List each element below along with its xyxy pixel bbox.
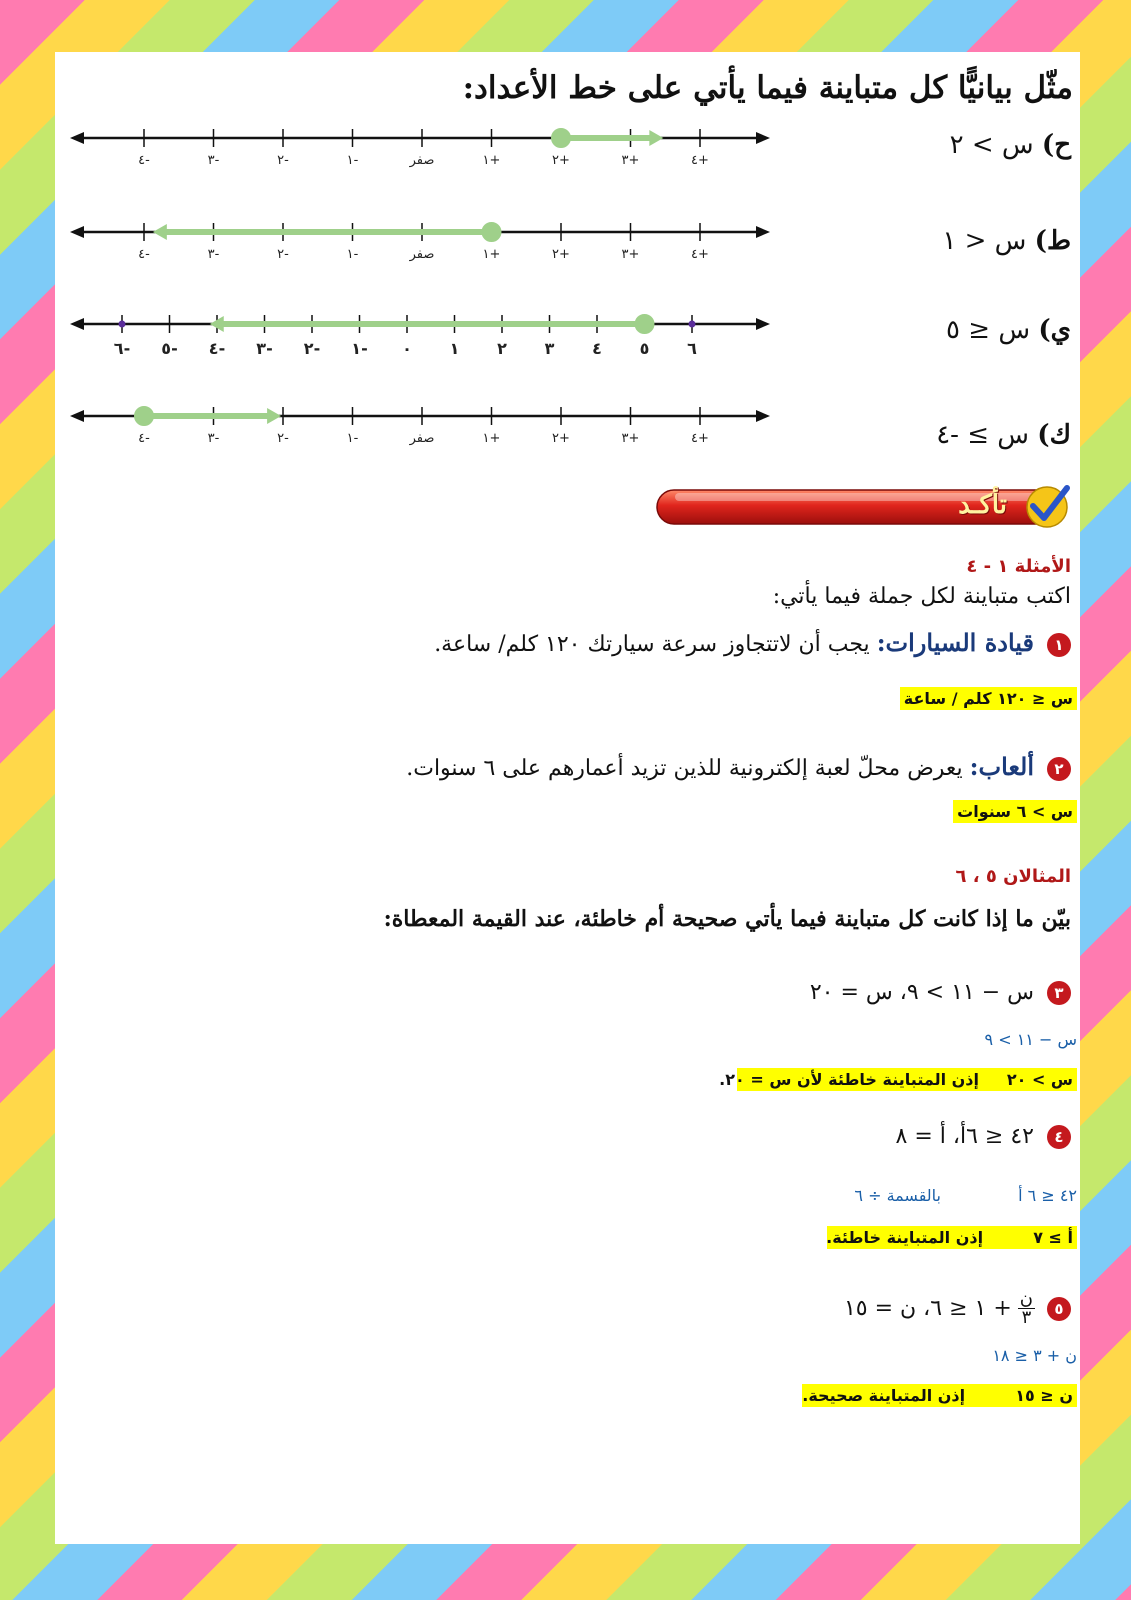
inequality-label-t [942, 226, 1071, 256]
answer-2: س > ٦ سنوات [953, 800, 1077, 823]
tick-label: +٢ [552, 153, 570, 168]
banner-title: تأكـد [958, 490, 1007, 520]
answer-1: س ≤ ١٢٠ كلم / ساعة [900, 687, 1077, 710]
tick-label: صفر [409, 431, 435, 446]
endpoint-dot [135, 407, 153, 425]
tick-label: +٢ [552, 431, 570, 446]
tick-label: ١ [449, 339, 460, 358]
ray-arrow-icon [153, 224, 167, 240]
question-number-badge: ٤ [1047, 1125, 1071, 1149]
tick-label: -٤ [138, 153, 150, 168]
q4-step-2-left: أ ≥ ٧ [1033, 1228, 1073, 1247]
arrow-left-icon [70, 410, 84, 422]
examples-reference-2: المثالان ٥ ، ٦ [955, 866, 1071, 887]
check-banner [655, 484, 1075, 530]
question-text: يعرض محلّ لعبة إلكترونية للذين تزيد أعمارهم على ٦ سنوات. [406, 756, 963, 781]
inequality-label-h [950, 130, 1071, 160]
tick-label: -٥ [161, 339, 178, 358]
label-letter: ي) [1038, 315, 1071, 345]
q4-step-1-left: ٤٢ ≤ ٦ أ [1018, 1186, 1077, 1205]
ray-arrow-icon [649, 130, 663, 146]
question-text: س − ١١ > ٩، س = ٢٠ [809, 980, 1034, 1005]
question-number-badge: ٣ [1047, 981, 1071, 1005]
label-text: س ≥ -٤ [936, 420, 1029, 450]
q3-step-2-right: إذن المتباينة خاطئة لأن س = ٢٠. [719, 1070, 979, 1089]
inequality-label-y [946, 315, 1071, 345]
tick-label: +٤ [691, 153, 709, 168]
question-1 [434, 628, 1071, 657]
q5-step-2 [802, 1384, 1077, 1407]
number-line-y [60, 300, 790, 370]
banner-graphic [655, 484, 1075, 530]
arrow-right-icon [756, 318, 770, 330]
tick-label: -٣ [207, 431, 220, 446]
number-line-h [60, 114, 790, 184]
tick-label: +١ [482, 153, 501, 168]
tick-label: +٣ [621, 431, 640, 446]
tick-label: -٣ [207, 247, 220, 262]
label-text: س ≤ ٥ [946, 315, 1031, 345]
q5-step-1: ن + ٣ ≤ ١٨ [992, 1346, 1077, 1365]
tick-label: -٢ [277, 431, 289, 446]
number-line-k [60, 392, 790, 462]
tick-label: ٦ [687, 339, 697, 358]
number-line-svg [60, 300, 790, 370]
tick-label: ٣ [544, 339, 555, 358]
label-letter: ط) [1034, 226, 1071, 256]
section1-instruction: اكتب متباينة لكل جملة فيما يأتي: [772, 584, 1071, 609]
number-line-svg [60, 208, 790, 278]
question-number-badge: ٥ [1047, 1297, 1071, 1321]
question-number-badge: ١ [1047, 633, 1071, 657]
question-3 [810, 980, 1071, 1005]
arrow-right-icon [756, 132, 770, 144]
number-line-t [60, 208, 790, 278]
number-line-svg [60, 114, 790, 184]
tick-label: -٦ [113, 339, 131, 358]
arrow-left-icon [70, 318, 84, 330]
question-5 [844, 1290, 1071, 1327]
tick-label: صفر [409, 153, 435, 168]
q4-step-2 [827, 1226, 1077, 1249]
q3-step-2-left: س > ٢٠ [1006, 1070, 1073, 1089]
tick-label: +٢ [552, 247, 570, 262]
tick-label: -١ [346, 431, 359, 446]
inequality-label-k [936, 420, 1071, 450]
end-dot [689, 321, 696, 328]
tick-label: -٢ [303, 339, 321, 358]
arrow-right-icon [756, 226, 770, 238]
label-text: س < ١ [942, 226, 1027, 256]
tick-label: -١ [346, 247, 359, 262]
label-text: س > ٢ [949, 130, 1034, 160]
question-2 [406, 752, 1071, 781]
question-topic: ألعاب: [969, 752, 1034, 781]
tick-label: +٤ [691, 431, 709, 446]
ray-arrow-icon [267, 408, 281, 424]
tick-label: +٣ [621, 247, 640, 262]
endpoint-dot [483, 223, 501, 241]
section2-instruction: بيّن ما إذا كانت كل متباينة فيما يأتي صحيحة أم خاطئة، عند القيمة المعطاة: [383, 906, 1071, 932]
tick-label: -١ [351, 339, 368, 358]
q3-step-1: س − ١١ > ٩ [984, 1030, 1077, 1049]
tick-label: -٤ [138, 431, 150, 446]
tick-label: ٤ [592, 339, 602, 358]
tick-label: ٥ [639, 339, 650, 358]
fraction [1018, 1290, 1035, 1327]
tick-label: -٢ [277, 247, 289, 262]
question-number-badge: ٢ [1047, 757, 1071, 781]
examples-reference-1: الأمثلة ١ - ٤ [966, 556, 1071, 577]
label-letter: ك) [1037, 420, 1071, 450]
arrow-right-icon [756, 410, 770, 422]
q4-step-2-right: إذن المتباينة خاطئة. [826, 1228, 984, 1247]
q4-step-1-right: بالقسمة ÷ ٦ [854, 1186, 941, 1205]
tick-label: -٤ [138, 247, 150, 262]
tick-label: +٣ [621, 153, 640, 168]
question-4 [896, 1124, 1071, 1149]
arrow-left-icon [70, 132, 84, 144]
page-title: مثّل بيانيًّا كل متباينة فيما يأتي على خط الأعداد: [462, 70, 1073, 106]
number-line-svg [60, 392, 790, 462]
fraction-denominator: ٣ [1021, 1307, 1032, 1328]
tick-label: +٤ [691, 247, 709, 262]
q5-step-2-right: إذن المتباينة صحيحة. [802, 1386, 966, 1405]
question-text: + ١ ≤ ٦، ن = ١٥ [843, 1296, 1012, 1321]
tick-label: ٢ [497, 339, 507, 358]
endpoint-dot [636, 315, 654, 333]
arrow-left-icon [70, 226, 84, 238]
label-letter: ح) [1041, 130, 1071, 160]
tick-label: -٤ [208, 339, 226, 358]
q5-step-2-left: ن ≤ ١٥ [1015, 1386, 1073, 1405]
question-text: يجب أن لاتتجاوز سرعة سيارتك ١٢٠ كلم/ ساعة. [434, 632, 870, 657]
endpoint-dot [552, 129, 570, 147]
tick-label: ٠ [402, 339, 412, 358]
tick-label: -٣ [256, 339, 273, 358]
tick-label: -١ [346, 153, 359, 168]
tick-label: -٢ [277, 153, 289, 168]
fraction-numerator: ن [1019, 1288, 1033, 1309]
tick-label: +١ [482, 431, 501, 446]
end-dot [119, 321, 126, 328]
tick-label: +١ [482, 247, 501, 262]
q3-step-2 [719, 1068, 1077, 1091]
question-text: ٤٢ ≤ ٦أ، أ = ٨ [895, 1124, 1034, 1149]
checkmark-icon [1027, 487, 1067, 527]
tick-label: صفر [409, 247, 435, 262]
tick-label: -٣ [207, 153, 220, 168]
question-topic: قيادة السيارات: [876, 628, 1034, 657]
